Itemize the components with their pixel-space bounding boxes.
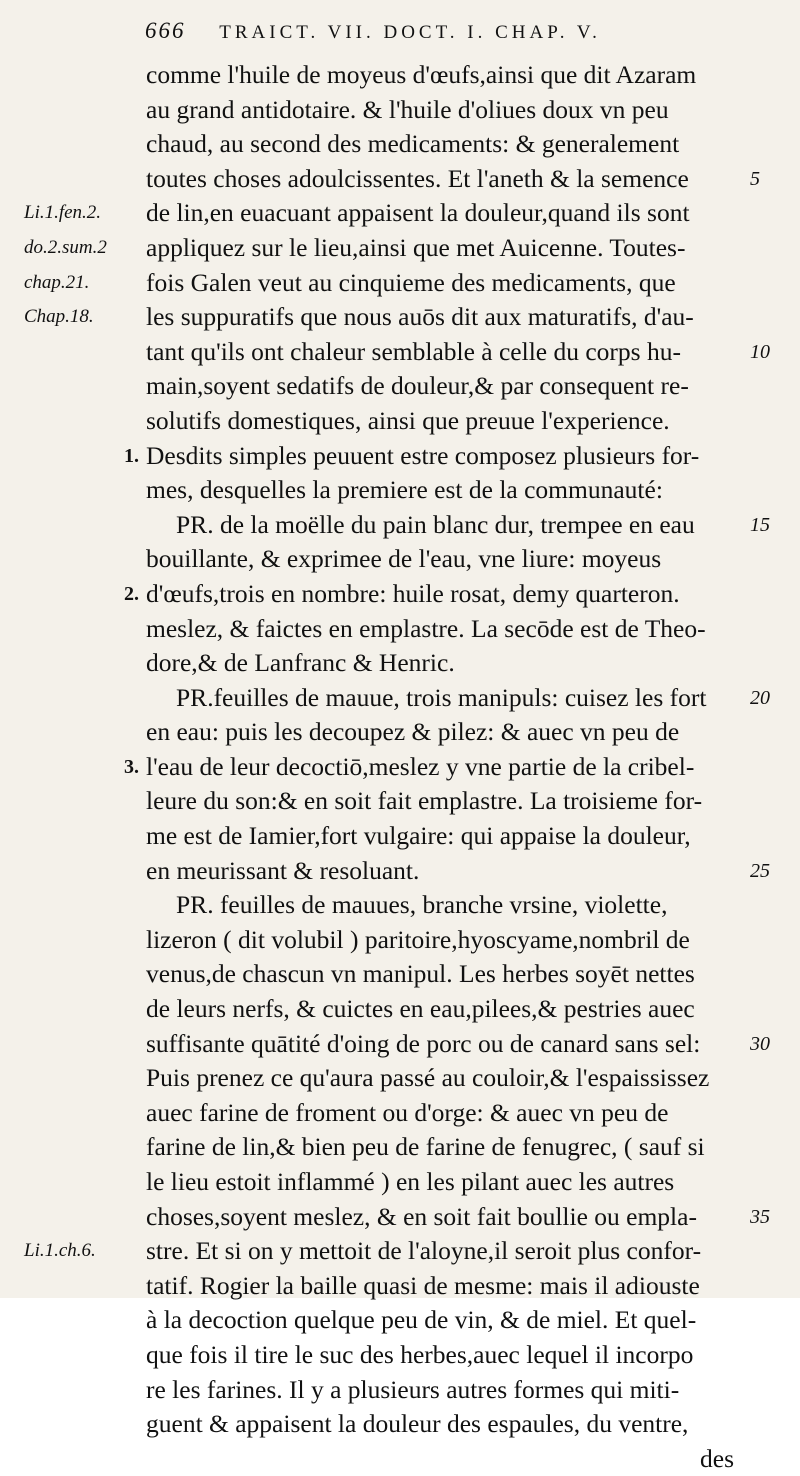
text-line: bouillante, & exprimee de l'eau, vne liure: moyeus — [146, 544, 662, 574]
line-number: 10 — [750, 340, 770, 363]
text-line: main,soyent sedatifs de douleur,& par consequent re- — [146, 371, 689, 401]
text-line: le lieu estoit inflammé ) en les pilant auec les autres — [146, 1167, 675, 1196]
text-line: d'œufs,trois en nombre: huile rosat, demy quarteron. — [146, 578, 680, 608]
text-line: stre. Et si on y mettoit de l'aloyne,il seroit plus confor- — [146, 1236, 702, 1266]
line-number: 30 — [750, 1032, 770, 1055]
text-line: leure du son:& en soit fait emplastre. La troisieme for- — [146, 786, 703, 816]
page-number: 666 — [145, 18, 186, 43]
text-line: de leurs nerfs, & cuictes en eau,pilees,& pestries auec — [146, 994, 695, 1024]
text-line: en meurissant & resoluant. — [146, 855, 420, 885]
text-line: en eau: puis les decoupez & pilez: & auec vn peu de — [146, 717, 680, 747]
margin-note: do.2.sum.2 — [24, 237, 107, 258]
text-line: auec farine de froment ou d'orge: & auec vn peu de — [146, 1097, 669, 1127]
text-line: au grand antidotaire. & l'huile d'oliues doux vn peu — [146, 94, 669, 124]
margin-note: Li.1.fen.2. — [24, 202, 102, 224]
margin-note: Chap.18. — [24, 306, 94, 328]
text-line: PR.feuilles de mauue, trois manipuls: cuisez les fort — [176, 682, 707, 712]
text-line: solutifs domestiques, ainsi que preuue l'experience. — [146, 405, 670, 435]
text-line: suffisante quātité d'oing de porc ou de canard sans sel: — [146, 1028, 701, 1058]
margin-note: chap.21. — [24, 271, 90, 293]
text-line: fois Galen veut au cinquieme des medicaments, que — [146, 267, 676, 297]
text-line: meslez, & faictes en emplastre. La secōde est de Theo- — [146, 613, 706, 643]
text-line: venus,de chascun vn manipul. Les herbes soyēt nettes — [146, 959, 695, 989]
text-line: Desdits simples peuuent estre composez plusieurs for- — [146, 440, 700, 470]
text-line: dore,& de Lanfranc & Henric. — [146, 648, 455, 678]
text-line: lizeron ( dit volubil ) paritoire,hyoscyame,nombril de — [146, 924, 690, 954]
line-number: 35 — [750, 1205, 770, 1228]
text-line: re les farines. Il y a plusieurs autres formes qui miti- — [146, 1374, 680, 1404]
text-line: farine de lin,& bien peu de farine de fenugrec, ( sauf si — [146, 1132, 705, 1162]
text-line: de lin,en euacuant appaisent la douleur,quand ils sont — [146, 198, 690, 228]
text-line: appliquez sur le lieu,ainsi que met Auicenne. Toutes- — [146, 232, 686, 262]
margin-note: Li.1.ch.6. — [24, 1240, 96, 1262]
text-block — [146, 58, 776, 1476]
running-title: TRAICT. VII. DOCT. I. CHAP. V. — [219, 22, 601, 43]
text-line: chaud, au second des medicaments: & generalement — [146, 129, 680, 159]
catchword: des — [700, 1443, 734, 1473]
text-line: les suppuratifs que nous auōs dit aux maturatifs, d'au- — [146, 302, 694, 332]
text-line: mes, desquelles la premiere est de la communauté: — [146, 475, 663, 505]
line-number: 20 — [750, 686, 770, 709]
form-number: 3. — [124, 756, 139, 778]
text-line: PR. feuilles de mauues, branche vrsine, violette, — [176, 890, 668, 920]
text-line: tatif. Rogier la baille quasi de mesme: mais il adiouste — [146, 1270, 700, 1300]
text-line: tant qu'ils ont chaleur semblable à celle du corps hu- — [146, 336, 681, 366]
text-line: l'eau de leur decoctiō,meslez y vne partie de la cribel- — [146, 751, 695, 781]
text-line: me est de Iamier,fort vulgaire: qui appaise la douleur, — [146, 821, 691, 851]
line-number: 25 — [750, 859, 770, 882]
text-line: comme l'huile de moyeus d'œufs,ainsi que dit Azaram — [146, 60, 697, 89]
text-line: que fois il tire le suc des herbes,auec lequel il incorpo — [146, 1339, 694, 1369]
form-number: 2. — [124, 583, 139, 605]
text-line: guent & appaisent la douleur des espaules, du ventre, — [146, 1409, 689, 1439]
text-line: toutes choses adoulcissentes. Et l'aneth & la semence — [146, 163, 689, 193]
text-line: PR. de la moëlle du pain blanc dur, trempee en eau — [176, 509, 695, 539]
line-number: 5 — [750, 167, 760, 190]
text-line: choses,soyent meslez, & en soit fait boullie ou empla- — [146, 1201, 697, 1231]
line-number: 15 — [750, 513, 770, 536]
form-number: 1. — [124, 444, 139, 467]
page-header — [145, 18, 705, 44]
text-line: Puis prenez ce qu'aura passé au couloir,& l'espaississez — [146, 1063, 710, 1093]
text-line: à la decoction quelque peu de vin, & de miel. Et quel- — [146, 1305, 697, 1335]
